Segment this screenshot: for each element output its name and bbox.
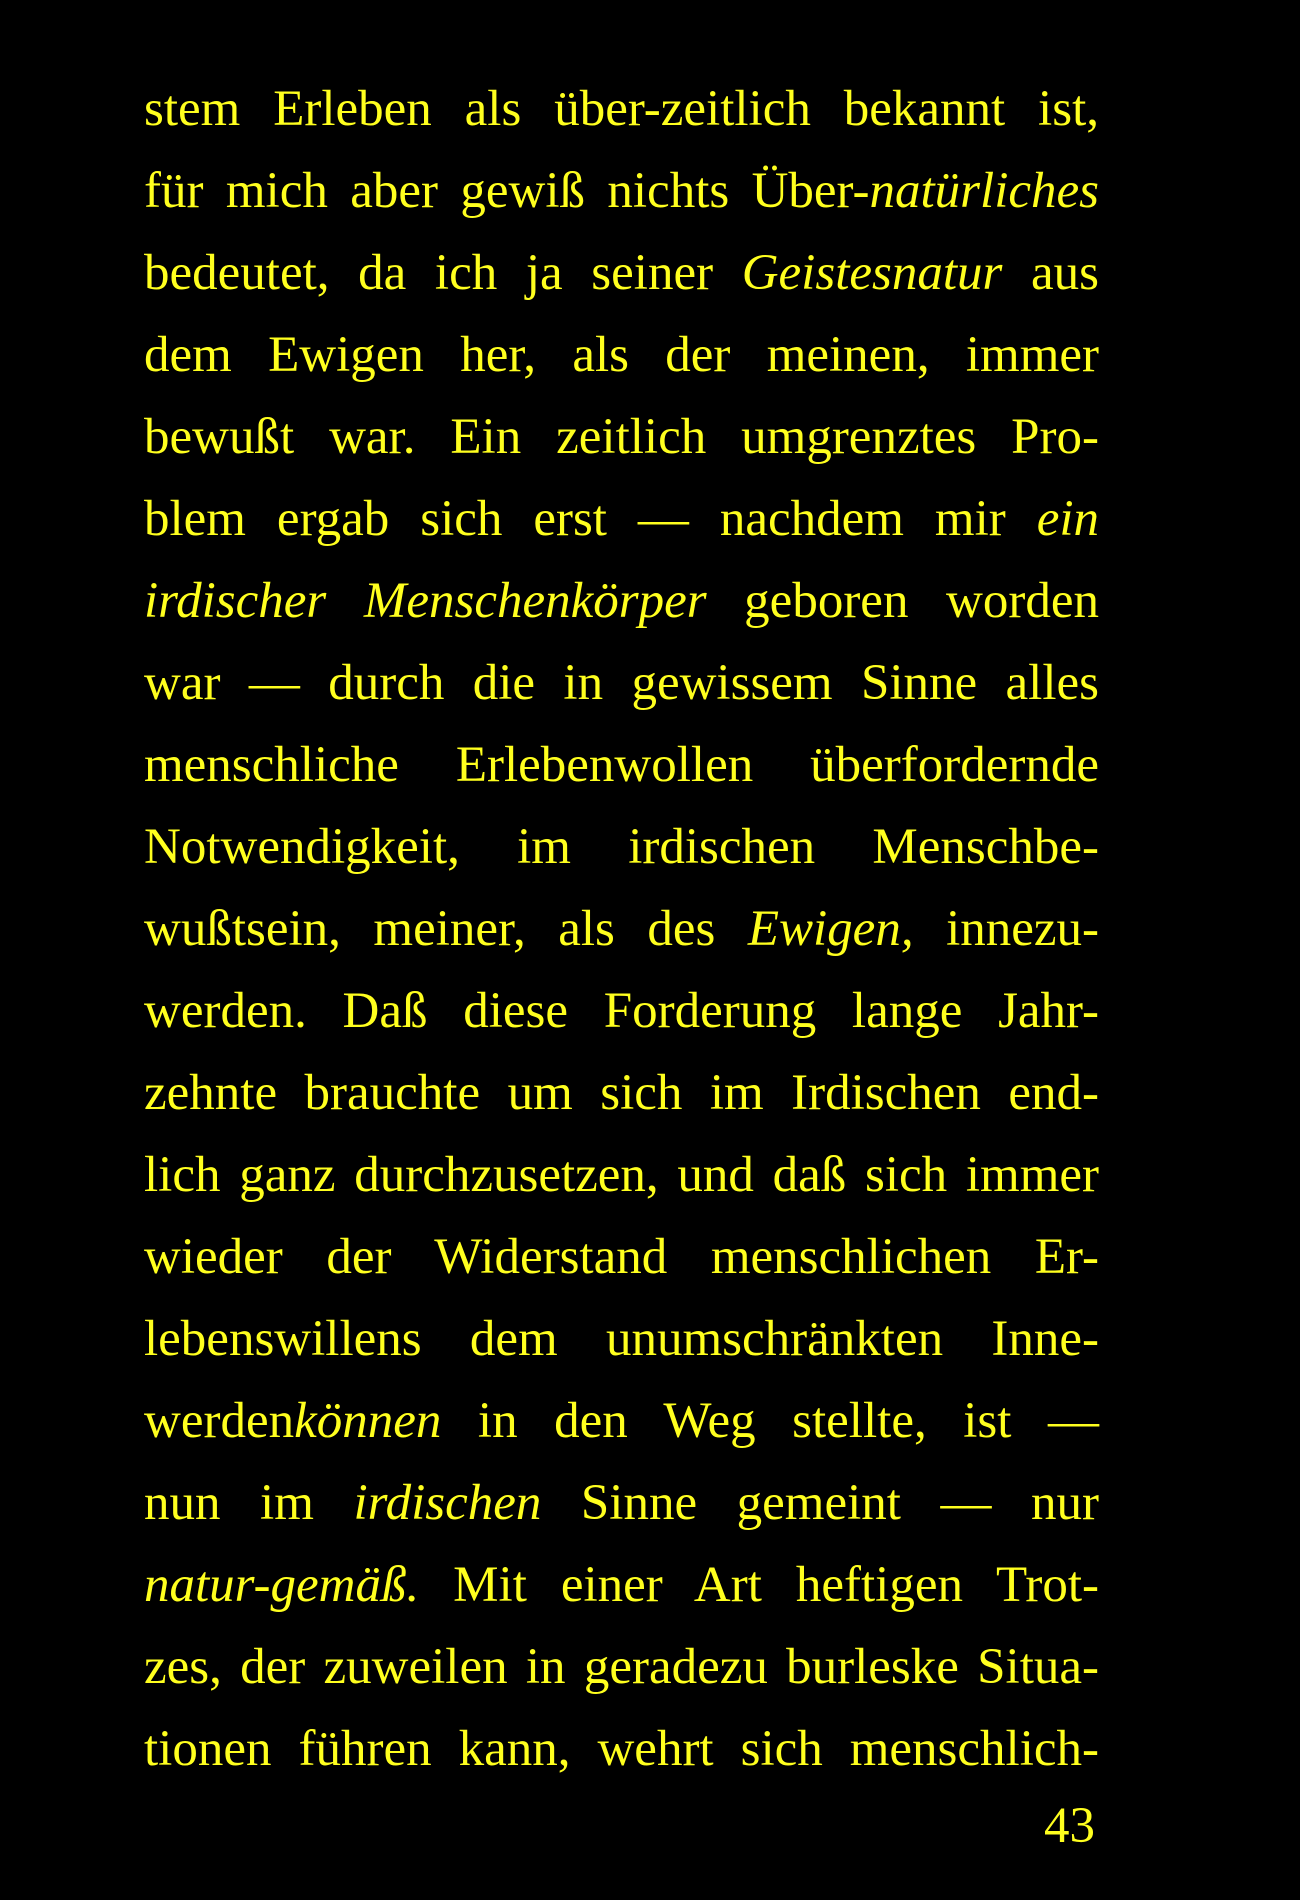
text-run: bedeutet, da ich ja seiner <box>144 245 742 301</box>
italic-text: ein <box>1036 491 1099 547</box>
text-run: tionen führen kann, wehrt sich menschlich- <box>144 1721 1099 1777</box>
text-line <box>144 396 1099 478</box>
text-line <box>144 68 1099 150</box>
text-line <box>144 560 1099 642</box>
italic-text: natürliches <box>869 163 1099 219</box>
text-line <box>144 970 1099 1052</box>
text-line <box>144 232 1099 314</box>
italic-text: können <box>294 1393 442 1449</box>
text-line <box>144 314 1099 396</box>
text-line <box>144 1216 1099 1298</box>
text-run: lebenswillens dem unumschränkten Inne- <box>144 1311 1099 1367</box>
italic-text: irdischen <box>353 1475 542 1531</box>
text-line <box>144 806 1099 888</box>
text-run: dem Ewigen her, als der meinen, immer <box>144 327 1099 383</box>
body-text <box>144 68 1099 1790</box>
text-line <box>144 1544 1099 1626</box>
text-run: geboren worden <box>706 573 1099 629</box>
text-line <box>144 724 1099 806</box>
text-run: Mit einer Art heftigen Trot- <box>419 1557 1099 1613</box>
text-run: für mich aber gewiß nichts Über- <box>144 163 870 219</box>
text-line <box>144 150 1099 232</box>
text-run: menschliche Erlebenwollen überfordernde <box>144 737 1099 793</box>
text-run: zehnte brauchte um sich im Irdischen end- <box>144 1065 1099 1121</box>
text-run: innezu- <box>913 901 1100 957</box>
text-run: blem ergab sich erst — nachdem mir <box>144 491 1037 547</box>
text-line <box>144 888 1099 970</box>
text-run: stem Erleben als über-zeitlich bekannt ist, <box>144 81 1099 137</box>
text-run: wußtsein, meiner, als des <box>144 901 748 957</box>
italic-text: Ewigen, <box>747 901 914 957</box>
text-line <box>144 478 1099 560</box>
text-run: lich ganz durchzusetzen, und daß sich immer <box>144 1147 1099 1203</box>
text-line <box>144 1708 1099 1790</box>
text-line <box>144 1052 1099 1134</box>
text-run: werden <box>144 1393 295 1449</box>
text-run: zes, der zuweilen in geradezu burleske Situa- <box>144 1639 1099 1695</box>
text-run: Sinne gemeint — nur <box>541 1475 1100 1531</box>
text-run: werden. Daß diese Forderung lange Jahr- <box>144 983 1099 1039</box>
text-line <box>144 1134 1099 1216</box>
text-line <box>144 1462 1099 1544</box>
text-line <box>144 642 1099 724</box>
page-number: 43 <box>1044 1798 1095 1854</box>
italic-text: natur-gemäß. <box>144 1557 420 1613</box>
text-run: war — durch die in gewissem Sinne alles <box>144 655 1099 711</box>
text-run: aus <box>1002 245 1099 301</box>
text-line <box>144 1380 1099 1462</box>
text-run: Notwendigkeit, im irdischen Menschbe- <box>144 819 1099 875</box>
italic-text: irdischer Menschenkörper <box>144 573 707 629</box>
text-run: in den Weg stellte, ist — <box>441 1393 1099 1449</box>
text-line <box>144 1298 1099 1380</box>
text-run: nun im <box>144 1475 354 1531</box>
text-line <box>144 1626 1099 1708</box>
text-run: bewußt war. Ein zeitlich umgrenztes Pro- <box>144 409 1099 465</box>
text-run: wieder der Widerstand menschlichen Er- <box>144 1229 1099 1285</box>
italic-text: Geistesnatur <box>741 245 1003 301</box>
